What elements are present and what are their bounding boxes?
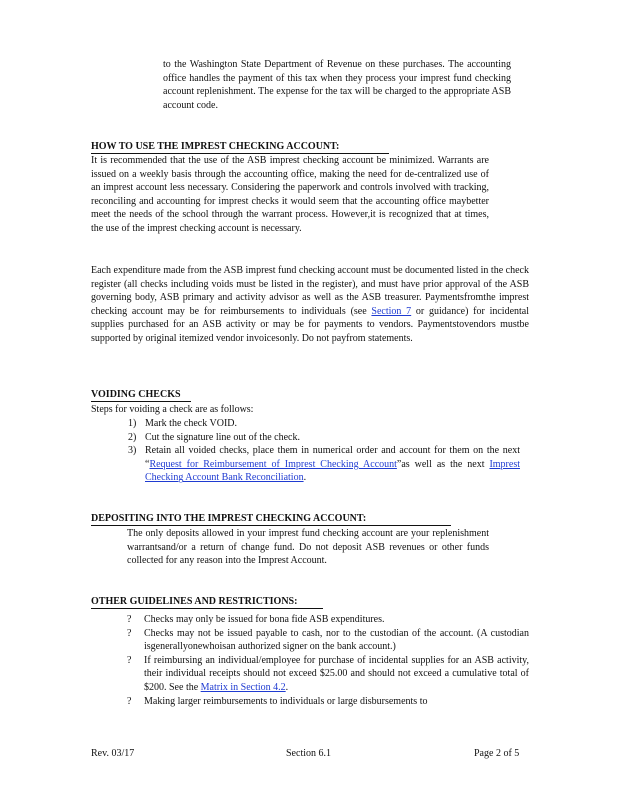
- how-to-use-paragraph-1: It is recommended that the use of the ASB imprest checking account be minimized. Warrants are issued on a weekly basis through the accounting office, making the need for de-centralized use of an imprest account less necessary. Considering the paperwork and controls involved with tracking, reconciling and accounting for imprest checks it would seem that the accounting office maybetter meet the needs of the school through the warrant process. However,it is recognized that at times, the use of the imprest checking account is necessary.: [91, 155, 489, 234]
- paragraph-2-text-end: or guidance) for incidental supplies purchased for an ASB activity or may be for payments to vendors. Paymentstovendors mustbe supported by original itemized vendor invoicesonly. Do not payfrom statements.: [91, 305, 530, 344]
- step-text-end: .: [303, 472, 307, 484]
- how-to-use-paragraph-2: [91, 264, 529, 346]
- bullet-marker: ?: [127, 614, 132, 625]
- depositing-paragraph: The only deposits allowed in your imprest fund checking account are your replenishment warrantsand/or a return of change fund. Do not deposit ASB revenues or other funds collected for any reason into the Imprest Account.: [127, 528, 489, 567]
- step-text-middle: ”as well as the next: [396, 458, 490, 470]
- how-to-use-heading: HOW TO USE THE IMPREST CHECKING ACCOUNT:: [91, 141, 389, 154]
- step-text: Cut the signature line out of the check.: [145, 431, 300, 443]
- step-marker: 3): [128, 445, 137, 457]
- step-text: Mark the check VOID.: [145, 418, 238, 429]
- guideline-text-start: If reimbursing an individual/employee for purchase of incidental supplies for an ASB activity, their individual receipts should not exceed $25.00 and should not exceed a cumulative total of $200. See the: [144, 654, 529, 693]
- bullet-marker: ?: [127, 627, 132, 639]
- footer-page-number: Page 2 of 5: [474, 748, 520, 759]
- step-marker: 2): [128, 431, 137, 443]
- guideline-item: [127, 695, 529, 709]
- paragraph-2-text-start: Each expenditure made from the ASB imprest fund checking account must be documented listed in the check register (all checks including voids must be listed in the register), and must have prior approval of the ASB governing body, ASB primary and activity advisor as well as the ASB treasurer. Paymentsfromthe imprest checking account may be for reimbursements to individuals (see: [91, 265, 529, 317]
- guideline-item: [127, 654, 529, 695]
- voiding-intro: Steps for voiding a check are as follows:: [91, 404, 254, 415]
- guideline-item: [127, 613, 529, 627]
- step-text-start: Retain all voided checks, place them in numerical order and account for them on the next “: [145, 445, 520, 470]
- footer-revision: Rev. 03/17: [91, 748, 135, 759]
- request-for-reimbursement-link[interactable]: Request for Reimbursement of Imprest Checking Account: [149, 458, 397, 470]
- guideline-text: Checks may only be issued for bona fide ASB expenditures.: [144, 614, 385, 625]
- voiding-step: [128, 431, 520, 445]
- voiding-steps-list: [128, 417, 520, 485]
- guidelines-list: [127, 613, 529, 708]
- guideline-item: [127, 627, 529, 654]
- guideline-text-end: .: [285, 681, 289, 693]
- voiding-checks-heading: VOIDING CHECKS: [91, 389, 191, 402]
- matrix-section-4-2-link[interactable]: Matrix in Section 4.2: [200, 681, 286, 693]
- footer-section: Section 6.1: [286, 748, 331, 759]
- bank-reconciliation-link[interactable]: Imprest Checking Account Bank Reconciliation: [145, 458, 520, 484]
- section-7-link[interactable]: Section 7: [371, 305, 412, 317]
- voiding-step: [128, 417, 520, 431]
- depositing-heading: DEPOSITING INTO THE IMPREST CHECKING ACCOUNT:: [91, 513, 451, 526]
- voiding-step: [128, 444, 520, 485]
- guideline-text: Making larger reimbursements to individuals or large disbursements to: [144, 695, 428, 707]
- bullet-marker: ?: [127, 695, 132, 707]
- intro-paragraph: to the Washington State Department of Revenue on these purchases. The accounting office handles the payment of this tax when they process your imprest fund checking account replenishment. The expense for the tax will be charged to the appropriate ASB account code.: [163, 59, 511, 111]
- guideline-text: Checks may not be issued payable to cash, nor to the custodian of the account. (A custodian isgenerallyonewhoisan authorized signer on the bank account.): [144, 627, 529, 653]
- other-guidelines-heading: OTHER GUIDELINES AND RESTRICTIONS:: [91, 596, 323, 609]
- bullet-marker: ?: [127, 654, 132, 666]
- step-marker: 1): [128, 418, 137, 429]
